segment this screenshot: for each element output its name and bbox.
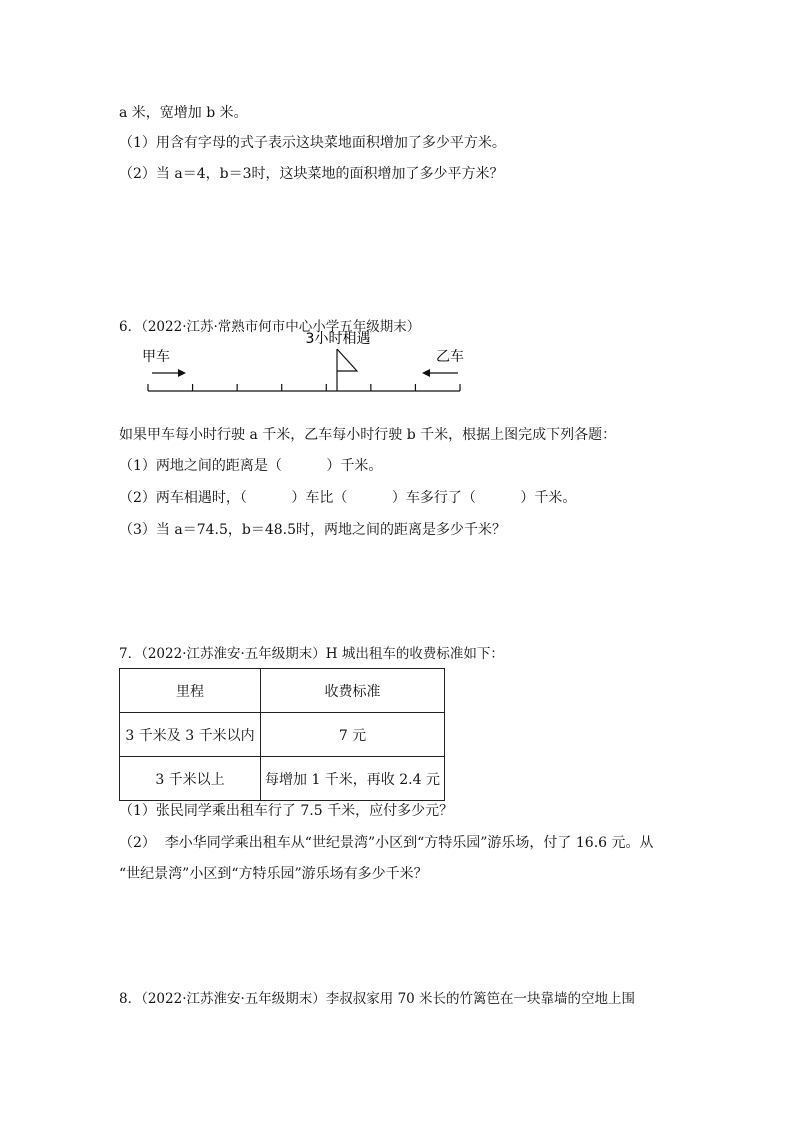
q7-subquestion-2: （2） 李小华同学乘出租车从“世纪景湾”小区到“方特乐园”游乐场，付了 16.6 元。从 [119,835,654,851]
meeting-diagram [140,325,470,405]
q7-subquestion-1: （1）张民同学乘出租车行了 7.5 千米，应付多少元？ [119,803,454,819]
car-a-label: 甲车 [142,349,170,365]
q8-title: 8．（2022·江苏淮安·五年级期末）李叔叔家用 70 米长的竹篱笆在一块靠墙的空地上围 [119,991,636,1007]
cell-distance: 3 千米及 3 千米以内 [120,713,261,757]
distance-ticks [148,384,460,391]
header-fare: 收费标准 [261,669,445,713]
q5-subquestion-2: （2）当 a＝4，b＝3时，这块菜地的面积增加了多少平方米？ [119,166,504,182]
q6-subquestion-2: （2）两车相遇时，（ ）车比（ ）车多行了（ ）千米。 [119,490,577,506]
q6-intro: 如果甲车每小时行驶 a 千米，乙车每小时行驶 b 千米，根据上图完成下列各题： [119,427,617,443]
cell-fare: 7 元 [261,713,445,757]
meeting-flag [337,349,357,391]
table-row [120,757,445,801]
q7-title: 7．（2022·江苏淮安·五年级期末）H 城出租车的收费标准如下： [119,646,504,662]
q6-title: 6．（2022·江苏·常熟市何市中心小学五年级期末） [119,319,421,335]
q5-subquestion-1: （1）用含有字母的式子表示这块菜地面积增加了多少平方米。 [119,135,506,151]
car-b-label: 乙车 [436,349,464,365]
q6-subquestion-3: （3）当 a＝74.5，b＝48.5时，两地之间的距离是多少千米？ [119,522,507,538]
table-header-row [120,669,445,713]
table-row [120,713,445,757]
car-a-arrow [152,369,186,377]
q5-text-continued: a 米，宽增加 b 米。 [119,105,248,121]
car-b-arrow [422,369,458,377]
cell-fare: 每增加 1 千米，再收 2.4 元 [261,757,445,801]
taxi-fare-table [119,668,445,801]
meet-label: 3小时相遇 [305,331,371,347]
cell-distance: 3 千米以上 [120,757,261,801]
q7-subquestion-2-cont: “世纪景湾”小区到“方特乐园”游乐场有多少千米？ [119,866,428,882]
q6-subquestion-1: （1）两地之间的距离是（ ）千米。 [119,458,383,474]
header-distance: 里程 [120,669,261,713]
